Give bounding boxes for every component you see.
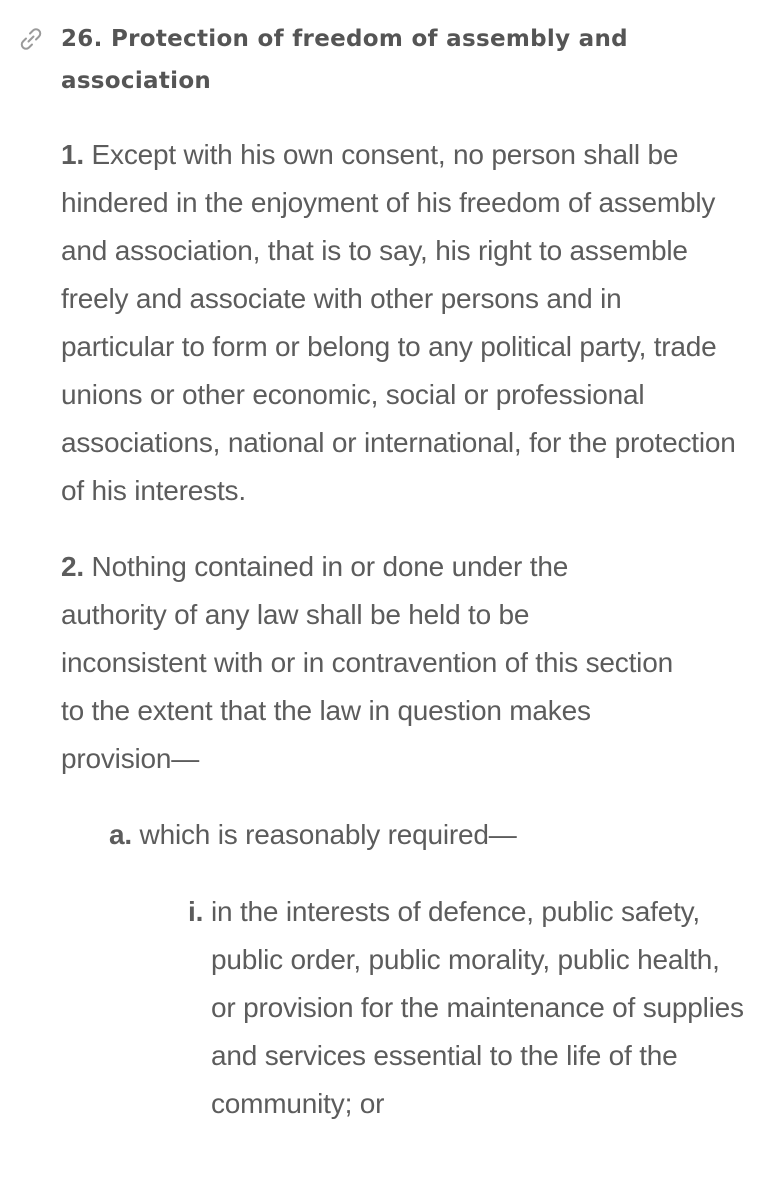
paragraph-text: Nothing contained in or done under the authority of any law shall be held to be inconsistent with or in contravention of this section to the extent that the law in question makes provision— xyxy=(61,551,673,774)
subsubitem-text: in the interests of defence, public safety, public order, public morality, public health, or provision for the maintenance of supplies and services essential to the life of the community; or xyxy=(211,896,744,1119)
paragraph-1 xyxy=(61,131,741,515)
subitem-a xyxy=(109,811,729,859)
section-title: 26. Protection of freedom of assembly and association xyxy=(61,26,628,94)
subsubitem-number: i. xyxy=(188,896,204,927)
subsubitem-i xyxy=(188,888,751,1128)
paragraph-2 xyxy=(61,543,681,783)
paragraph-number: 1. xyxy=(61,139,84,170)
link-icon[interactable] xyxy=(16,24,46,54)
subitem-text: which is reasonably required— xyxy=(139,819,517,850)
paragraph-text: Except with his own consent, no person shall be hindered in the enjoyment of his freedom of assembly and association, that is to say, his right to assemble freely and associate with other persons and in particular to form or belong to any political party, trade unions or other economic, social or professional associations, national or international, for the protection of his interests. xyxy=(61,139,736,506)
subitem-number: a. xyxy=(109,819,132,850)
paragraph-number: 2. xyxy=(61,551,84,582)
link-icon-graphic xyxy=(16,24,46,54)
